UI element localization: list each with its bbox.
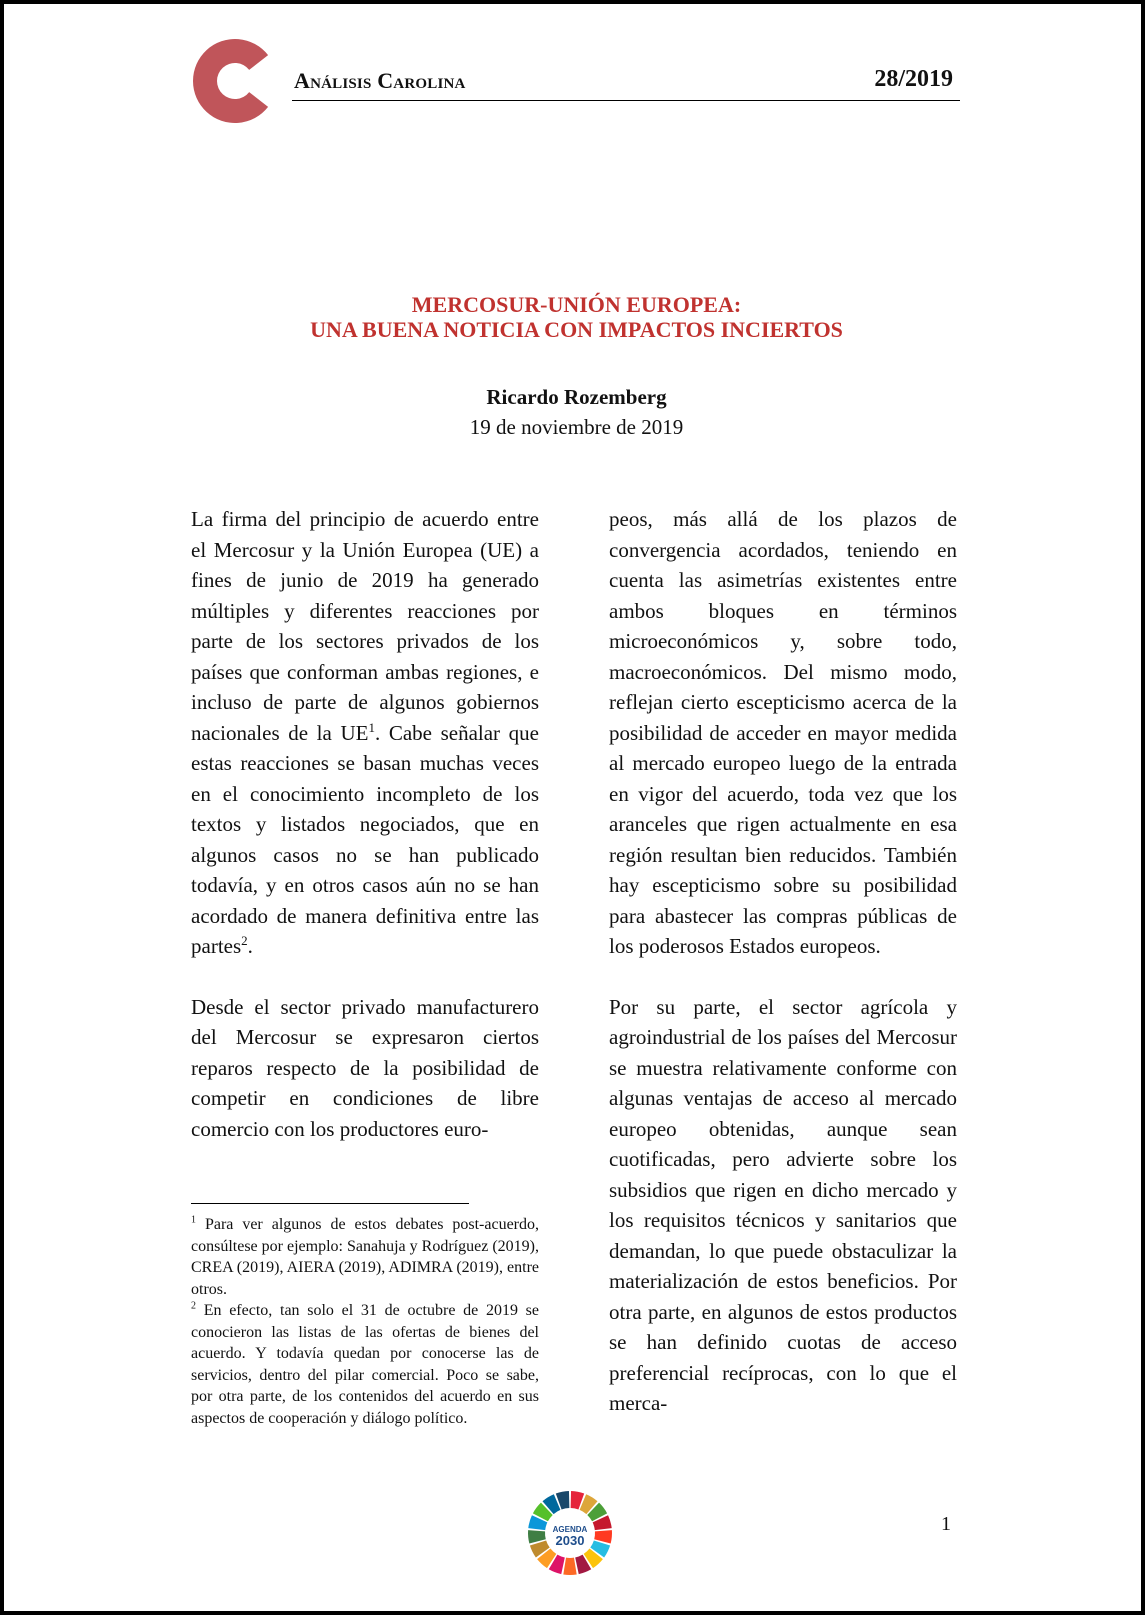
issue-number: 28/2019 xyxy=(874,66,953,92)
paragraph-1: La firma del principio de acuerdo entre el Mercosur y la Unión Europea (UE) a fines de junio de 2019 ha generado múltiples y diferentes reacciones por parte de los sectores privados de los países que conforman ambas regiones, e incluso de parte de algunos gobiernos nacionales de la $UE^1$. Cabe señalar que estas reacciones se basan muchas veces en el conocimiento incompleto de los textos y listados negociados, que en algunos casos no se han publicado todavía, y en otros casos aún no se han acordado de manera definitiva entre las partes$^2$. xyxy=(191,507,539,958)
footnote-2: $^2$ En efecto, tan solo el 31 de octubre de 2019 se conocieron las listas de las ofertas de bienes del acuerdo. Y todavía quedan por conocerse las de servicios, dentro del pilar comercial. Poco se sabe, por otra parte, de los contenidos del acuerdo en sus aspectos de cooperación y diálogo político. xyxy=(191,1300,540,1427)
footnote-1: $^1$ Para ver algunos de estos debates post-acuerdo, consúltese por ejemplo: Sanahuja y Rodríguez (2019), CREA (2019), AIERA (2019), ADIMRA (2019), entre otros. xyxy=(191,1214,540,1298)
author: Ricardo Rozemberg xyxy=(486,385,667,409)
paragraph-3: peos, más allá de los plazos de convergencia acordados, teniendo en cuenta las asimetrías existentes entre ambos bloques en términos microeconómicos y, sobre todo, macroeconómicos. Del mismo modo, reflejan cierto escepticismo acerca de la posibilidad de acceder en mayor medida al mercado europeo luego de la entrada en vigor del acuerdo, toda vez que los aranceles que rigen actualmente en esa región resultan bien reducidos. También hay escepticismo sobre su posibilidad para abastecer las compras públicas de los poderosos Estados europeos. xyxy=(609,507,957,958)
badge-label-year: 2030 xyxy=(555,1533,585,1548)
paragraph-2: Desde el sector privado manufacturero del Mercosur se expresaron ciertos reparos respecto de la posibilidad de competir en condiciones de libre comercio con los productores euro- xyxy=(191,994,539,1141)
page-number: 1 xyxy=(941,1513,951,1535)
badge-label-agenda: AGENDA xyxy=(552,1525,588,1534)
carolina-logo xyxy=(192,38,274,124)
agenda-2030-badge xyxy=(527,1490,613,1576)
title-line-1: MERCOSUR-UNIÓN EUROPEA: xyxy=(411,292,742,317)
right-column xyxy=(609,504,957,1449)
series-name: Análisis Carolina xyxy=(294,68,466,93)
publication-date: 19 de noviembre de 2019 xyxy=(469,415,684,439)
footnote-ref-2: 2 xyxy=(241,933,248,948)
paragraph-4: Por su parte, el sector agrícola y agroindustrial de los países del Mercosur se muestra relativamente conforme con algunas ventajas de acceso al mercado europeo obtenidas, aunque sean cuotificadas, pero advierte sobre los subsidios que rigen en dicho mercado y los requisitos técnicos y sanitarios que demandan, lo que puede obstaculizar la materialización de estos beneficios. Por otra parte, en algunos de estos productos se han definido cuotas de acceso preferencial recíprocas, con lo que el merca- xyxy=(609,994,957,1415)
header-rule xyxy=(292,100,960,101)
badge-segment xyxy=(563,1558,576,1575)
footnote-rule xyxy=(191,1203,469,1204)
footnotes xyxy=(191,1214,539,1429)
footnote-ref-1: 1 xyxy=(368,719,375,735)
title-line-2: UNA BUENA NOTICIA CON IMPACTOS INCIERTOS xyxy=(310,317,843,342)
left-column xyxy=(191,504,539,1174)
